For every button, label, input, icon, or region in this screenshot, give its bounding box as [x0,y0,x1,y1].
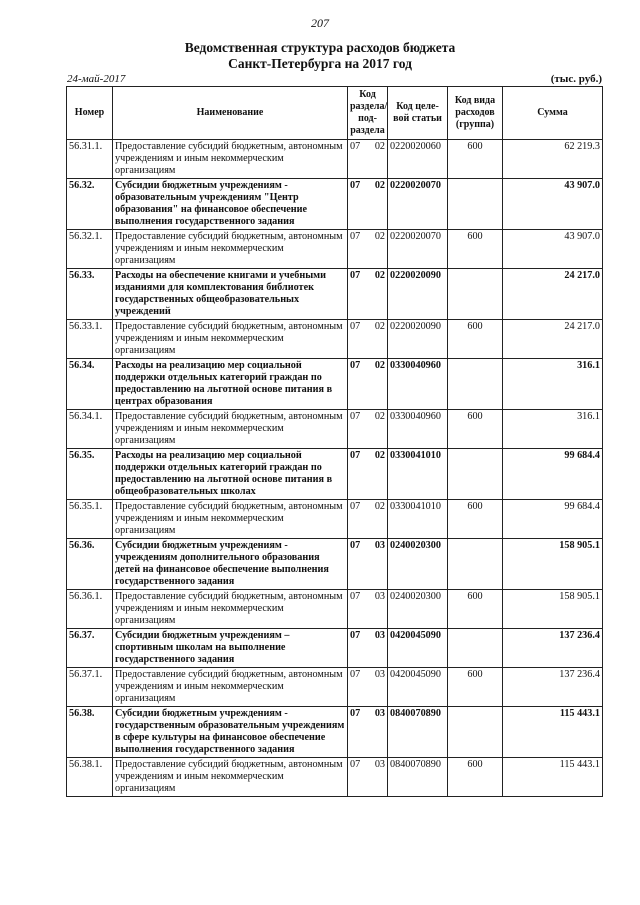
row-target-code: 0840070890 [388,707,448,758]
section-code-pair [350,708,385,720]
row-expense-type [448,449,503,500]
row-sum: 158 905.1 [503,590,603,629]
row-sum: 24 217.0 [503,320,603,359]
row-name: Предоставление субсидий бюджетным, автономным учреждениям и иным некоммерческим организациям [113,140,348,179]
podrazdel-code: 02 [374,450,385,461]
podrazdel-code: 02 [374,501,385,512]
table-row [67,668,603,707]
row-name: Предоставление субсидий бюджетным, автономным учреждениям и иным некоммерческим организациям [113,590,348,629]
section-code-pair [350,270,385,282]
row-number: 56.37. [67,629,113,668]
budget-table-body [67,140,603,797]
razdel-code: 07 [350,360,361,371]
row-expense-type: 600 [448,320,503,359]
header-expense-type-code: Код вида расходов (группа) [448,87,503,140]
row-expense-type [448,269,503,320]
row-number: 56.33.1. [67,320,113,359]
podrazdel-code: 02 [374,411,385,422]
section-code-pair [350,591,385,603]
row-expense-type [448,179,503,230]
podrazdel-code: 02 [374,231,385,242]
row-target-code: 0240020300 [388,539,448,590]
razdel-code: 07 [350,411,361,422]
row-section-code [348,707,388,758]
row-target-code: 0220020070 [388,230,448,269]
table-row [67,500,603,539]
section-code-pair [350,321,385,333]
row-number: 56.31.1. [67,140,113,179]
row-section-code [348,320,388,359]
row-section-code [348,668,388,707]
row-expense-type [448,359,503,410]
razdel-code: 07 [350,630,361,641]
podrazdel-code: 02 [374,321,385,332]
razdel-code: 07 [350,450,361,461]
row-section-code [348,410,388,449]
row-expense-type [448,707,503,758]
budget-table [66,86,603,797]
row-expense-type [448,539,503,590]
row-section-code [348,230,388,269]
row-number: 56.34.1. [67,410,113,449]
row-name: Предоставление субсидий бюджетным, автономным учреждениям и иным некоммерческим организациям [113,410,348,449]
table-row [67,269,603,320]
razdel-code: 07 [350,321,361,332]
row-expense-type: 600 [448,590,503,629]
row-expense-type: 600 [448,668,503,707]
table-row [67,707,603,758]
table-row [67,758,603,797]
row-expense-type: 600 [448,500,503,539]
section-code-pair [350,540,385,552]
row-sum: 62 219.3 [503,140,603,179]
section-code-pair [350,360,385,372]
podrazdel-code: 03 [374,669,385,680]
table-header-row [67,87,603,140]
row-section-code [348,179,388,230]
row-name: Расходы на обеспечение книгами и учебными изданиями для комплектования библиотек государственных общеобразовательных учреждений [113,269,348,320]
section-code-pair [350,450,385,462]
row-number: 56.36.1. [67,590,113,629]
row-sum: 43 907.0 [503,230,603,269]
table-row [67,320,603,359]
row-target-code: 0240020300 [388,590,448,629]
table-row [67,140,603,179]
row-section-code [348,629,388,668]
row-sum: 137 236.4 [503,629,603,668]
razdel-code: 07 [350,270,361,281]
row-name: Предоставление субсидий бюджетным, автономным учреждениям и иным некоммерческим организациям [113,230,348,269]
row-expense-type: 600 [448,230,503,269]
podrazdel-code: 02 [374,270,385,281]
table-row [67,359,603,410]
row-sum: 316.1 [503,359,603,410]
razdel-code: 07 [350,540,361,551]
row-sum: 24 217.0 [503,269,603,320]
row-sum: 158 905.1 [503,539,603,590]
row-section-code [348,359,388,410]
row-expense-type: 600 [448,758,503,797]
row-target-code: 0330040960 [388,410,448,449]
section-code-pair [350,141,385,153]
table-row [67,410,603,449]
document-title-line-1: Ведомственная структура расходов бюджета [184,40,456,55]
row-sum: 43 907.0 [503,179,603,230]
section-code-pair [350,630,385,642]
document-title [0,40,640,72]
section-code-pair [350,180,385,192]
podrazdel-code: 03 [374,540,385,551]
section-code-pair [350,411,385,423]
row-number: 56.38. [67,707,113,758]
row-name: Предоставление субсидий бюджетным, автономным учреждениям и иным некоммерческим организациям [113,500,348,539]
row-target-code: 0420045090 [388,668,448,707]
podrazdel-code: 02 [374,180,385,191]
page-number: 207 [311,16,329,30]
row-sum: 115 443.1 [503,758,603,797]
row-name: Субсидии бюджетным учреждениям – спортивным школам на выполнение государственного задания [113,629,348,668]
podrazdel-code: 03 [374,630,385,641]
row-sum: 99 684.4 [503,449,603,500]
header-number: Номер [67,87,113,140]
row-number: 56.38.1. [67,758,113,797]
row-target-code: 0840070890 [388,758,448,797]
row-section-code [348,590,388,629]
podrazdel-code: 02 [374,141,385,152]
header-target-code: Код целе- вой статьи [388,87,448,140]
row-name: Субсидии бюджетным учреждениям - учреждениям дополнительного образования детей на финансовое обеспечение выполнения государственного задания [113,539,348,590]
razdel-code: 07 [350,141,361,152]
podrazdel-code: 03 [374,708,385,719]
row-target-code: 0330041010 [388,500,448,539]
row-sum: 115 443.1 [503,707,603,758]
row-target-code: 0220020060 [388,140,448,179]
row-section-code [348,449,388,500]
header-name: Наименование [113,87,348,140]
table-row [67,590,603,629]
row-section-code [348,539,388,590]
row-target-code: 0330041010 [388,449,448,500]
row-name: Предоставление субсидий бюджетным, автономным учреждениям и иным некоммерческим организациям [113,320,348,359]
razdel-code: 07 [350,231,361,242]
row-sum: 137 236.4 [503,668,603,707]
row-sum: 316.1 [503,410,603,449]
razdel-code: 07 [350,759,361,770]
row-section-code [348,140,388,179]
row-target-code: 0330040960 [388,359,448,410]
section-code-pair [350,669,385,681]
razdel-code: 07 [350,501,361,512]
row-number: 56.35.1. [67,500,113,539]
razdel-code: 07 [350,180,361,191]
podrazdel-code: 03 [374,759,385,770]
row-number: 56.34. [67,359,113,410]
section-code-pair [350,501,385,513]
row-expense-type: 600 [448,410,503,449]
row-target-code: 0220020070 [388,179,448,230]
row-expense-type [448,629,503,668]
table-row [67,230,603,269]
row-name: Субсидии бюджетным учреждениям - государственным образовательным учреждениям в сфере культуры на финансовое обеспечение выполнения государственного задания [113,707,348,758]
table-row [67,179,603,230]
row-sum: 99 684.4 [503,500,603,539]
row-name: Расходы на реализацию мер социальной поддержки отдельных категорий граждан по предоставлению на льготной основе питания в общеобразовательных школах [113,449,348,500]
podrazdel-code: 02 [374,360,385,371]
row-number: 56.33. [67,269,113,320]
row-target-code: 0220020090 [388,269,448,320]
document-title-line-2: Санкт-Петербурга на 2017 год [228,56,412,71]
row-name: Расходы на реализацию мер социальной поддержки отдельных категорий граждан по предоставлению на льготной основе питания в центрах образования [113,359,348,410]
row-number: 56.32.1. [67,230,113,269]
table-row [67,449,603,500]
document-date: 24-май-2017 [67,73,126,85]
row-number: 56.37.1. [67,668,113,707]
row-name: Предоставление субсидий бюджетным, автономным учреждениям и иным некоммерческим организациям [113,758,348,797]
header-sum: Сумма [503,87,603,140]
row-number: 56.32. [67,179,113,230]
row-name: Предоставление субсидий бюджетным, автономным учреждениям и иным некоммерческим организациям [113,668,348,707]
row-number: 56.35. [67,449,113,500]
row-section-code [348,269,388,320]
row-section-code [348,500,388,539]
section-code-pair [350,759,385,771]
podrazdel-code: 03 [374,591,385,602]
razdel-code: 07 [350,708,361,719]
section-code-pair [350,231,385,243]
row-expense-type: 600 [448,140,503,179]
row-number: 56.36. [67,539,113,590]
table-row [67,539,603,590]
row-name: Субсидии бюджетным учреждениям - образовательным учреждениям "Центр образования" на финансовое обеспечение выполнения государственного задания [113,179,348,230]
header-section-code: Код раздела/ под- раздела [348,87,388,140]
row-target-code: 0420045090 [388,629,448,668]
row-target-code: 0220020090 [388,320,448,359]
row-section-code [348,758,388,797]
units-label: (тыс. руб.) [550,73,602,85]
razdel-code: 07 [350,591,361,602]
table-row [67,629,603,668]
razdel-code: 07 [350,669,361,680]
